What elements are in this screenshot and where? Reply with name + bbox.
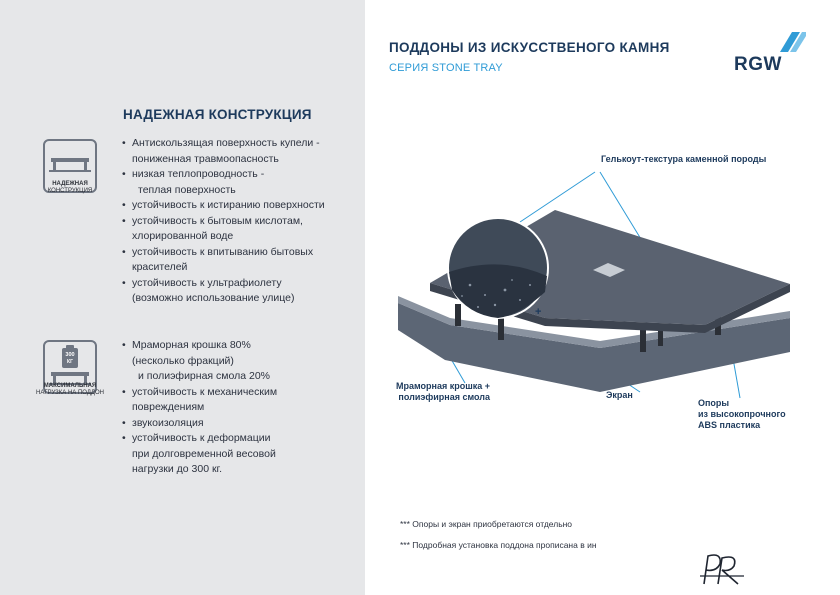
list-item: • устойчивость к ультрафиолету — [122, 276, 357, 292]
max-load-icon-caption: МАКСИМАЛЬНАЯ НАГРУЗКА НА ПОДДОН — [36, 383, 104, 396]
features-list-construction — [122, 136, 357, 307]
svg-text:КГ: КГ — [67, 359, 73, 365]
page-subtitle: СЕРИЯ STONE TRAY — [389, 62, 503, 74]
footnote-2: *** Подробная установка поддона прописана в ин — [400, 540, 597, 550]
list-item: и полиэфирная смола 20% — [138, 370, 270, 382]
list-item: повреждениям — [132, 401, 205, 413]
list-item: • устойчивость к деформации — [122, 431, 357, 447]
construction-icon-caption: НАДЕЖНАЯ КОНСТРУКЦИЯ — [47, 181, 93, 194]
list-item: • устойчивость к бытовым кислотам, — [122, 214, 357, 230]
list-item: • Антискользящая поверхность купели - — [122, 136, 357, 152]
screen-label: Экран — [606, 390, 633, 400]
list-item: при долговременной весовой — [132, 447, 276, 460]
list-item: • устойчивость к истиранию поверхности — [122, 198, 357, 214]
footnote-1: *** Опоры и экран приобретаются отдельно — [400, 519, 573, 529]
list-item: пониженная травмоопасность — [132, 152, 279, 165]
signature-mark — [698, 548, 758, 588]
svg-text:300: 300 — [65, 352, 75, 358]
list-item: нагрузки до 300 кг. — [132, 463, 223, 475]
list-item: • устойчивость к впитыванию бытовых — [122, 245, 357, 261]
support-leg — [498, 318, 504, 340]
list-item: хлорированной воде — [132, 230, 234, 242]
list-item: • звукоизоляция — [122, 416, 357, 432]
support-leg — [640, 330, 646, 352]
list-item: • низкая теплопроводность - — [122, 167, 357, 183]
list-item: красителей — [132, 261, 188, 273]
logo-text: RGW — [734, 54, 782, 75]
list-item: • устойчивость к механическим — [122, 385, 357, 401]
list-item: • Мраморная крошка 80% — [122, 338, 357, 354]
features-list-material — [122, 338, 357, 478]
section-heading: НАДЕЖНАЯ КОНСТРУКЦИЯ — [123, 107, 312, 122]
plus-marker: + — [535, 306, 542, 318]
gelcoat-label: Гелькоут-текстура каменной породы — [601, 154, 767, 164]
list-item: (несколько фракций) — [132, 354, 234, 367]
list-item: (возможно использование улице) — [132, 292, 295, 304]
rgw-logo — [734, 28, 806, 76]
list-item: теплая поверхность — [138, 183, 236, 196]
support-leg — [455, 304, 461, 326]
page-title: ПОДДОНЫ ИЗ ИСКУССТВЕНОГО КАМНЯ — [389, 40, 670, 55]
supports-label: Опоры из высокопрочного ABS пластика — [698, 398, 786, 430]
marble-label: Мраморная крошка + полиэфирная смола — [396, 381, 490, 402]
